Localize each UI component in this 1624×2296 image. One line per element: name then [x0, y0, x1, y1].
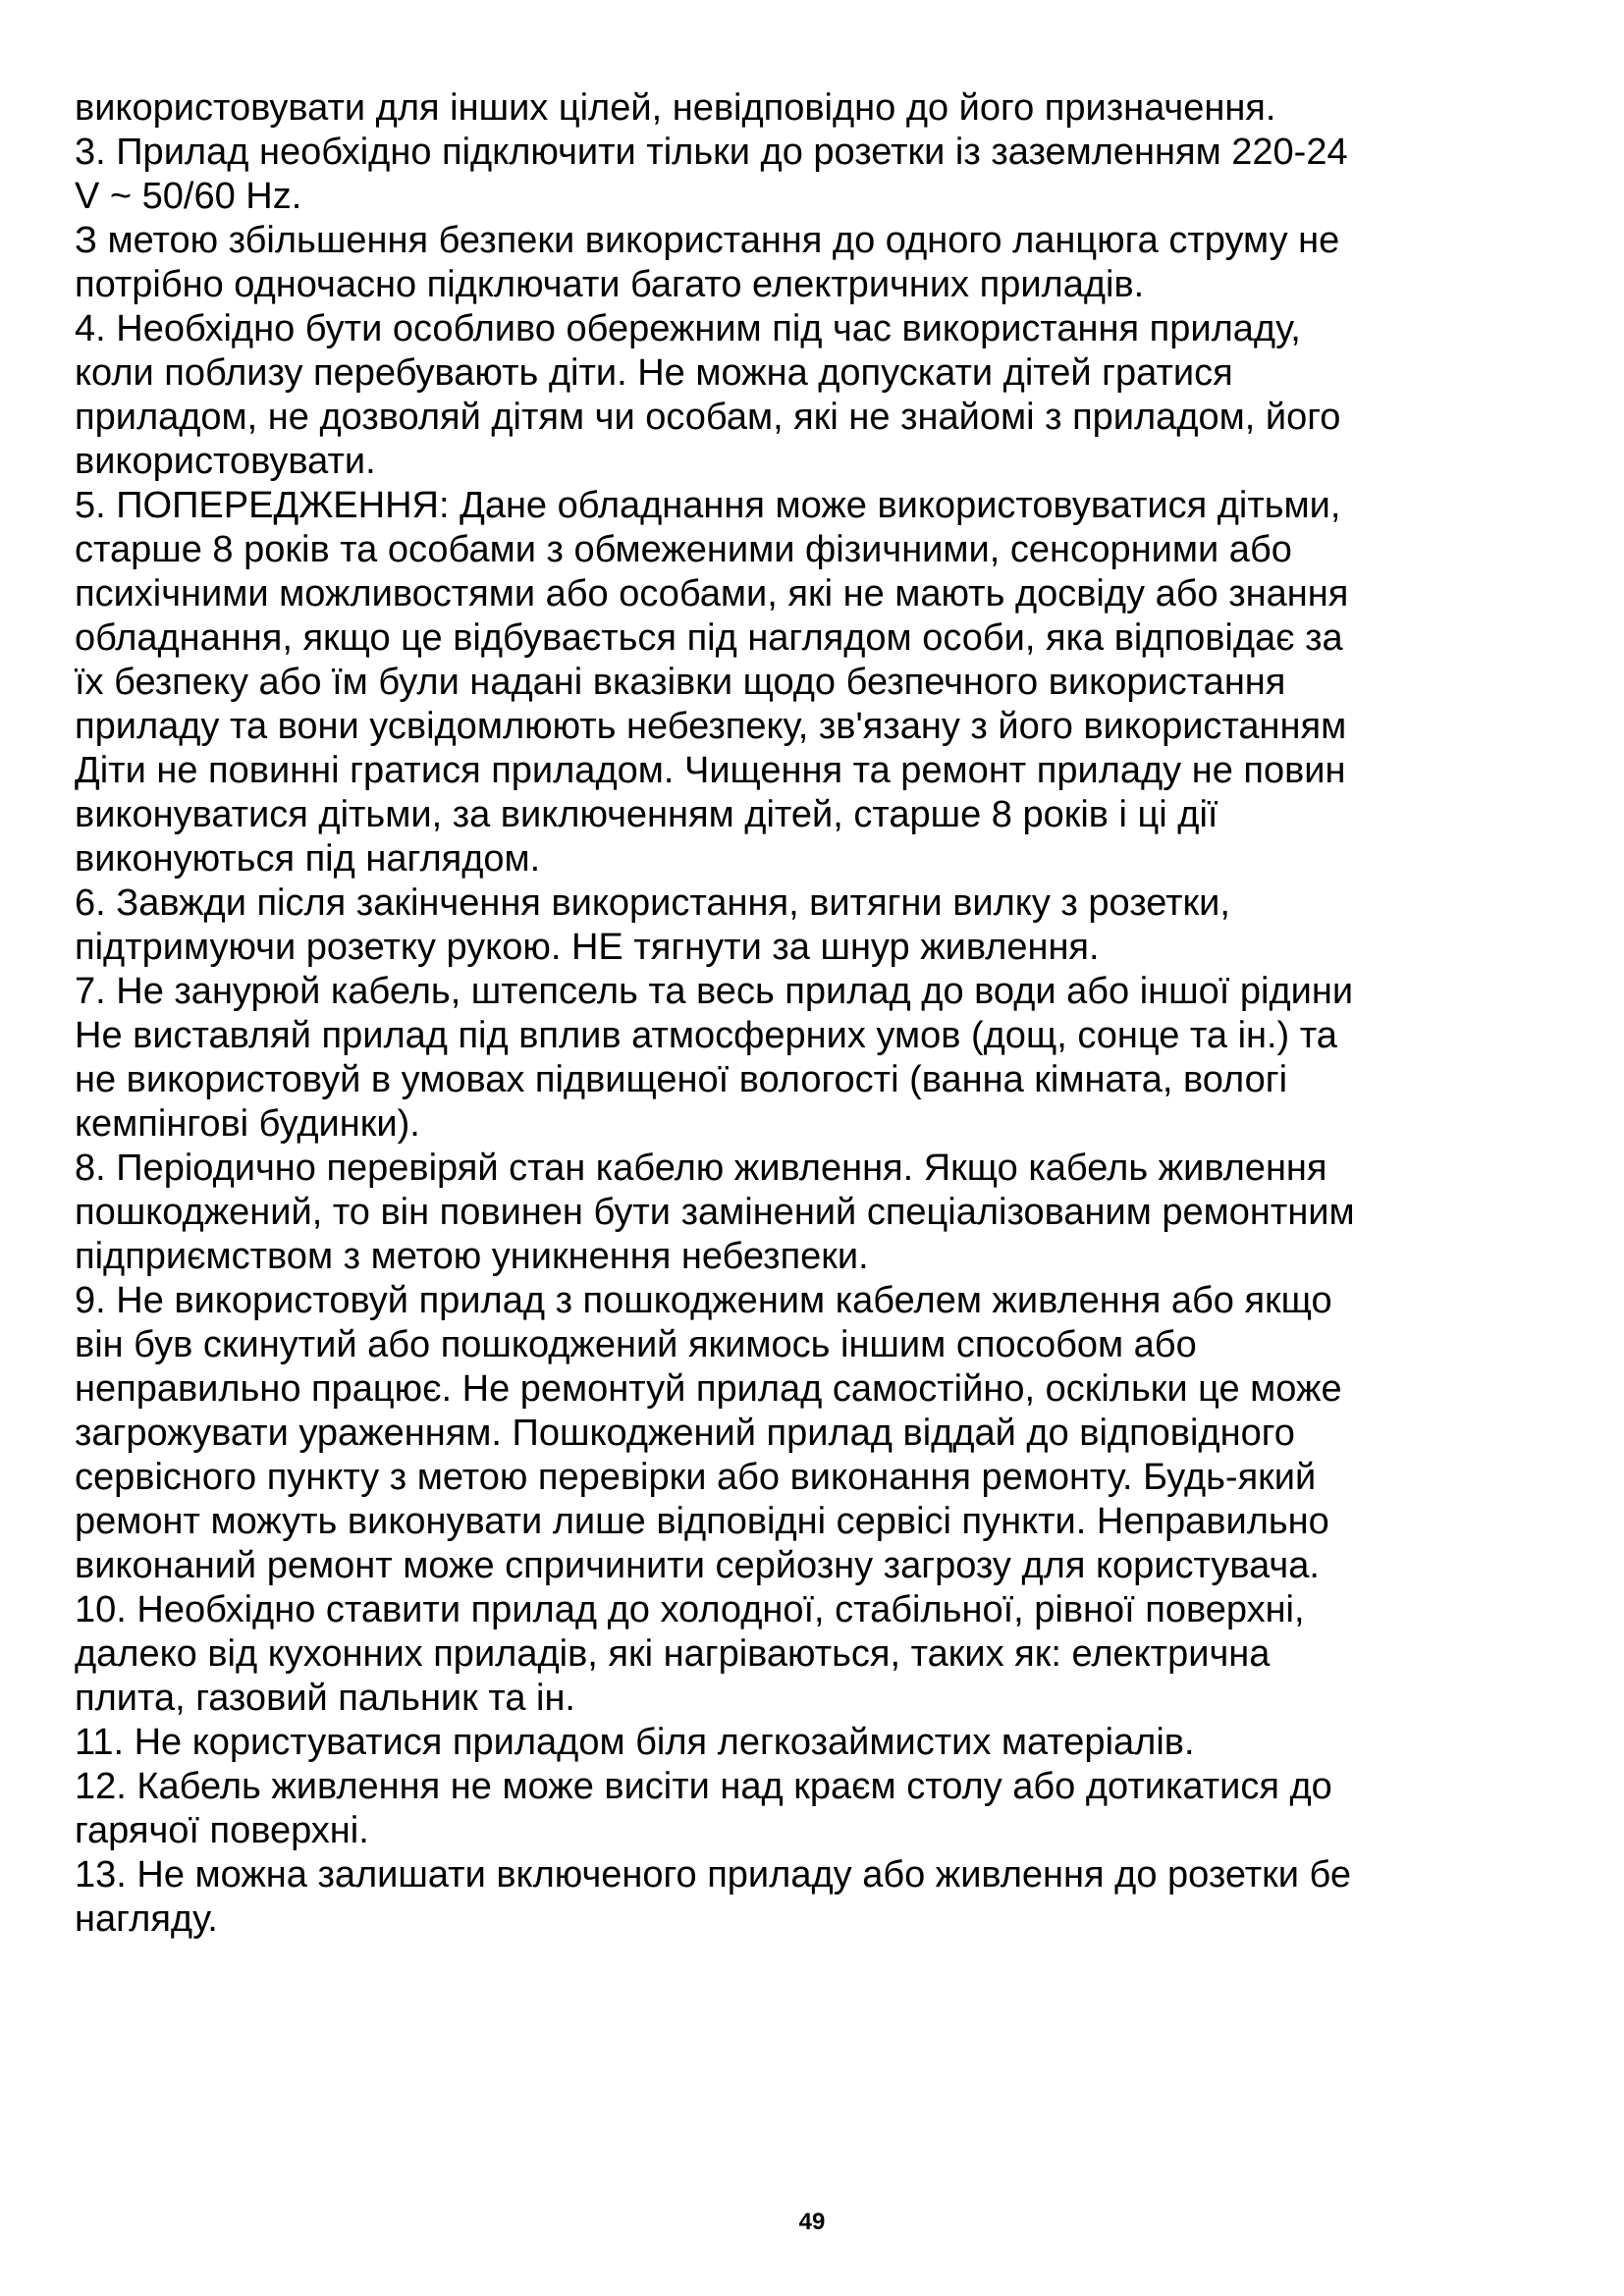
- text-line: 6. Завжди після закінчення використання, витягни вилку з розетки,: [75, 882, 1230, 924]
- text-line: 13. Не можна залишати включеного приладу або живлення до розетки бе: [75, 1854, 1352, 1896]
- text-line: 10. Необхідно ставити прилад до холодної, стабільної, рівної поверхні,: [75, 1589, 1305, 1630]
- text-line: 7. Не занурюй кабель, штепсель та весь прилад до води або іншої рідини: [75, 971, 1354, 1012]
- text-line: 9. Не використовуй прилад з пошкодженим кабелем живлення або якщо: [75, 1280, 1332, 1321]
- text-line: ремонт можуть виконувати лише відповідні сервісі пункти. Неправильно: [75, 1501, 1329, 1542]
- text-line: сервісного пункту з метою перевірки або виконання ремонту. Будь-який: [75, 1457, 1317, 1498]
- text-line: Діти не повинні гратися приладом. Чищення та ремонт приладу не повин: [75, 750, 1346, 791]
- page-number: 49: [798, 2209, 826, 2235]
- text-line: V ~ 50/60 Hz.: [75, 176, 302, 217]
- text-line: приладом, не дозволяй дітям чи особам, які не знайомі з приладом, його: [75, 397, 1341, 438]
- text-line: використовувати.: [75, 441, 376, 482]
- text-line: використовувати для інших цілей, невідповідно до його призначення.: [75, 87, 1276, 129]
- text-line: 4. Необхідно бути особливо обережним під час використання приладу,: [75, 308, 1301, 349]
- text-line: кемпінгові будинки).: [75, 1103, 420, 1145]
- text-line: неправильно працює. Не ремонтуй прилад самостійно, оскільки це може: [75, 1368, 1342, 1410]
- text-line: плита, газовий пальник та ін.: [75, 1678, 575, 1719]
- text-line: їх безпеку або їм були надані вказівки щодо безпечного використання: [75, 662, 1286, 703]
- text-line: 5. ПОПЕРЕДЖЕННЯ: Дане обладнання може використовуватися дітьми,: [75, 485, 1341, 526]
- text-line: нагляду.: [75, 1898, 218, 1940]
- text-line: приладу та вони усвідомлюють небезпеку, зв'язану з його використанням: [75, 706, 1347, 747]
- text-line: 8. Періодично перевіряй стан кабелю живлення. Якщо кабель живлення: [75, 1148, 1327, 1189]
- text-line: Не виставляй прилад під вплив атмосферних умов (дощ, сонце та ін.) та: [75, 1015, 1337, 1056]
- text-line: психічними можливостями або особами, які не мають досвіду або знання: [75, 573, 1349, 614]
- text-line: виконуватися дітьми, за виключенням дітей, старше 8 років і ці дії: [75, 794, 1218, 835]
- text-line: загрожувати ураженням. Пошкоджений прилад віддай до відповідного: [75, 1413, 1295, 1454]
- text-line: не використовуй в умовах підвищеної вологості (ванна кімната, вологі: [75, 1059, 1288, 1100]
- text-line: далеко від кухонних приладів, які нагріваються, таких як: електрична: [75, 1633, 1271, 1675]
- text-line: 12. Кабель живлення не може висіти над краєм столу або дотикатися до: [75, 1766, 1332, 1807]
- text-line: З метою збільшення безпеки використання до одного ланцюга струму не: [75, 220, 1340, 261]
- text-line: виконаний ремонт може спричинити серйозну загрозу для користувача.: [75, 1545, 1320, 1586]
- text-line: старше 8 років та особами з обмеженими фізичними, сенсорними або: [75, 529, 1292, 570]
- text-line: 11. Не користуватися приладом біля легкозаймистих матеріалів.: [75, 1722, 1195, 1763]
- text-line: обладнання, якщо це відбувається під наглядом особи, яка відповідає за: [75, 617, 1343, 659]
- text-line: виконуються під наглядом.: [75, 838, 541, 880]
- text-line: 3. Прилад необхідно підключити тільки до розетки із заземленням 220-24: [75, 132, 1348, 173]
- instruction-text-column: [75, 86, 1602, 1942]
- text-line: підтримуючи розетку рукою. НЕ тягнути за шнур живлення.: [75, 927, 1100, 968]
- text-line: він був скинутий або пошкоджений якимось іншим способом або: [75, 1324, 1197, 1365]
- text-line: гарячої поверхні.: [75, 1810, 369, 1851]
- text-line: підприємством з метою уникнення небезпеки.: [75, 1236, 869, 1277]
- text-line: коли поблизу перебувають діти. Не можна допускати дітей гратися: [75, 352, 1233, 394]
- text-line: потрібно одночасно підключати багато електричних приладів.: [75, 264, 1145, 305]
- text-line: пошкоджений, то він повинен бути замінений спеціалізованим ремонтним: [75, 1192, 1355, 1233]
